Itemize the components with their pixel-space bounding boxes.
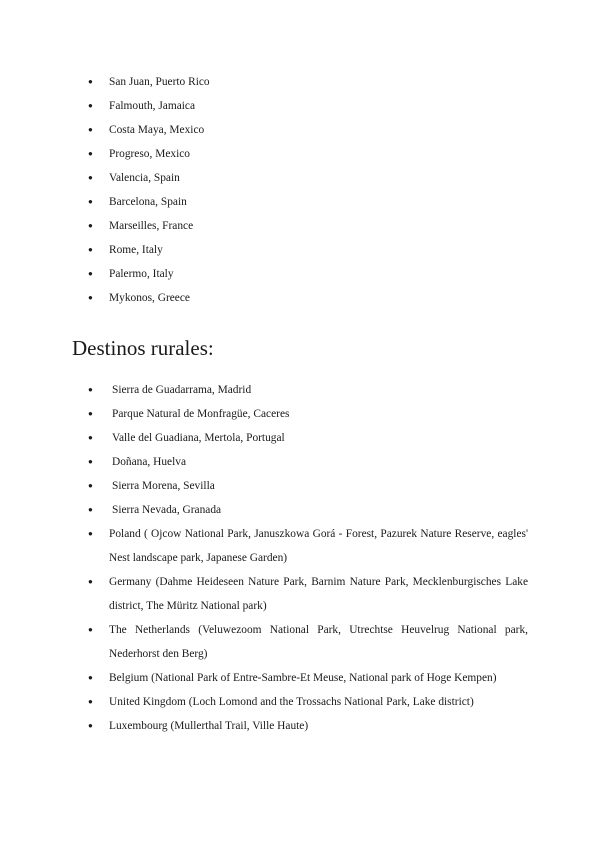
list-item-text: Mykonos, Greece [109,292,190,304]
rural-destinations-list [88,378,528,738]
list-item [88,666,528,690]
list-item [88,570,528,618]
section-heading-rural: Destinos rurales: [72,336,214,360]
list-item [88,498,528,522]
list-item [88,262,528,286]
list-item-text: Costa Maya, Mexico [109,124,205,136]
list-item [88,118,528,142]
list-item-text: Doñana, Huelva [112,456,187,468]
list-item [88,690,528,714]
list-item [88,522,528,570]
list-item-text: Palermo, Italy [109,268,174,280]
list-item-text: Falmouth, Jamaica [109,100,196,112]
list-item [88,94,528,118]
list-item [88,402,528,426]
list-item-text: Parque Natural de Monfragüe, Caceres [112,408,290,420]
list-item [88,426,528,450]
list-item [88,450,528,474]
list-item [88,166,528,190]
list-item [88,214,528,238]
list-item [88,238,528,262]
list-item-text: Sierra Nevada, Granada [112,504,222,516]
list-item-text: Germany (Dahme Heideseen Nature Park, Barnim Nature Park, Mecklenburgisches Lake district, The Müritz National park) [109,576,528,612]
list-item-text: United Kingdom (Loch Lomond and the Trossachs National Park, Lake district) [109,696,474,708]
list-item [88,190,528,214]
list-item [88,474,528,498]
list-item-text: Progreso, Mexico [109,148,190,160]
list-item-text: Luxembourg (Mullerthal Trail, Ville Haute) [109,720,309,732]
list-item-text: Marseilles, France [109,220,194,232]
list-item-text: Rome, Italy [109,244,163,256]
list-item-text: Valle del Guadiana, Mertola, Portugal [112,432,285,444]
list-item-text: Barcelona, Spain [109,196,187,208]
list-item-text: Sierra Morena, Sevilla [112,480,215,492]
list-item [88,714,528,738]
list-item-text: Poland ( Ojcow National Park, Januszkowa Gorá - Forest, Pazurek Nature Reserve, eagles' Nest landscape park, Japanese Garden) [109,528,528,564]
list-item [88,70,528,94]
cruise-destinations-list [88,70,528,310]
list-item-text: Sierra de Guadarrama, Madrid [112,384,252,396]
list-item-text: The Netherlands (Veluwezoom National Park, Utrechtse Heuvelrug National park, Nederhorst den Berg) [109,624,528,660]
list-item-text: Belgium (National Park of Entre-Sambre-Et Meuse, National park of Hoge Kempen) [109,672,497,684]
list-item [88,378,528,402]
list-item [88,142,528,166]
list-item [88,618,528,666]
list-item-text: San Juan, Puerto Rico [109,76,210,88]
list-item [88,286,528,310]
list-item-text: Valencia, Spain [109,172,180,184]
